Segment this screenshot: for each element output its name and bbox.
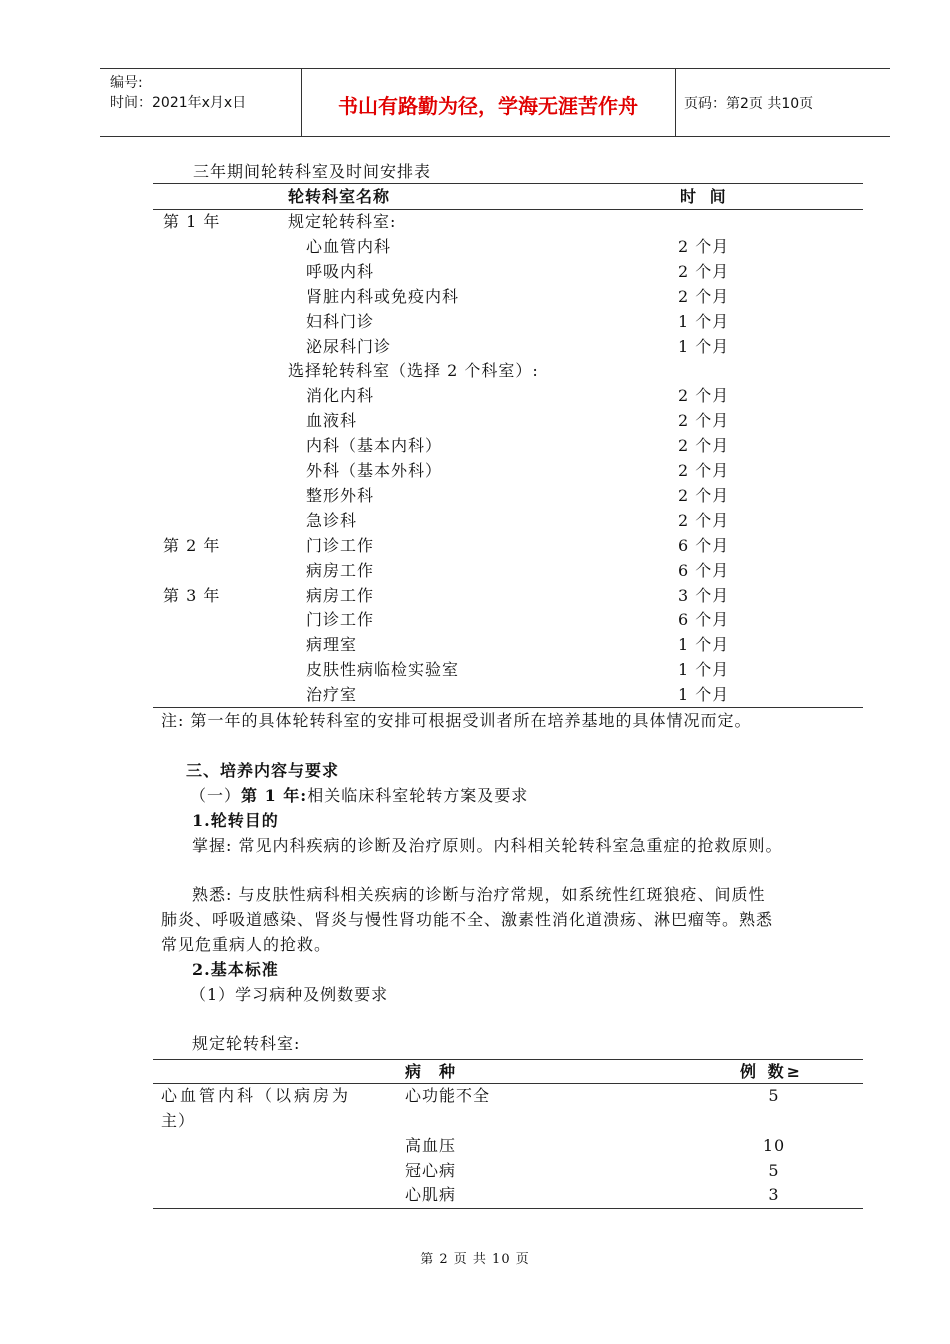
table2-count-cell: 3 (768, 1185, 780, 1204)
header-bottom-rule (100, 136, 890, 137)
table2-disease-cell: 冠心病 (405, 1161, 457, 1180)
heading-basic-standard: 2.基本标准 (192, 960, 279, 979)
paragraph-familiar-line3: 常见危重病人的抢救。 (161, 935, 332, 954)
header-top-rule (100, 68, 890, 69)
table1-dept-cell: 门诊工作 (306, 535, 375, 555)
table1-dept-cell: 妇科门诊 (306, 311, 375, 331)
table1-dept-cell: 泌尿科门诊 (306, 336, 392, 356)
table2-bottom-rule (153, 1208, 863, 1209)
table1-time-cell: 2 个月 (678, 485, 730, 505)
paragraph-master: 掌握: 常见内科疾病的诊断及治疗原则。内科相关轮转科室急重症的抢救原则。 (192, 836, 783, 855)
table2-header-rule (153, 1083, 863, 1084)
table1-year-cell: 第 3 年 (163, 585, 221, 605)
table1-dept-cell: 心血管内科 (306, 236, 392, 256)
table1-time-cell: 1 个月 (678, 660, 730, 680)
table1-dept-cell: 皮肤性病临检实验室 (306, 660, 460, 680)
table1-bottom-rule (153, 707, 863, 708)
table2-header-disease: 病 种 (405, 1062, 457, 1081)
table1-time-cell: 2 个月 (678, 436, 730, 456)
table1-dept-cell: 肾脏内科或免疫内科 (306, 286, 460, 306)
footer-page-number: 第 2 页 共 10 页 (420, 1252, 530, 1267)
paragraph-required-depts: 规定轮转科室: (192, 1034, 301, 1053)
table1-dept-cell: 外科（基本外科） (306, 461, 443, 480)
subsection-1-prefix: （一） (190, 786, 242, 805)
table2-disease-cell: 高血压 (405, 1136, 457, 1155)
table1-top-rule (153, 183, 863, 184)
paragraph-familiar-line1: 熟悉: 与皮肤性病科相关疾病的诊断与治疗常规，如系统性红斑狼疮、间质性 (192, 885, 766, 904)
table1-dept-cell: 呼吸内科 (306, 261, 375, 281)
table2-dept-line2: 主） (161, 1111, 196, 1130)
subsection-1-title: 相关临床科室轮转方案及要求 (307, 786, 529, 805)
table2-count-cell: 5 (768, 1086, 780, 1105)
table1-dept-cell: 内科（基本内科） (306, 436, 443, 456)
table2-count-cell: 5 (768, 1161, 780, 1180)
table2-count-cell: 10 (762, 1136, 786, 1155)
table1-time-cell: 6 个月 (678, 560, 730, 580)
table1-time-cell: 6 个月 (678, 535, 730, 555)
heading-rotation-purpose: 1.轮转目的 (192, 811, 279, 830)
table1-time-cell: 2 个月 (678, 286, 730, 306)
table1-caption: 三年期间轮转科室及时间安排表 (193, 162, 432, 181)
table1-time-cell: 1 个月 (678, 685, 730, 705)
table2-header-count: 例 数≥ (740, 1062, 803, 1081)
table1-dept-cell: 规定轮转科室: (288, 212, 397, 231)
table1-note: 注: 第一年的具体轮转科室的安排可根据受训者所在培养基地的具体情况而定。 (161, 711, 752, 730)
table1-time-cell: 1 个月 (678, 635, 730, 655)
table1-year-cell: 第 1 年 (163, 212, 221, 231)
motto: 书山有路勤为径，学海无涯苦作舟 (338, 94, 638, 118)
table1-dept-cell: 门诊工作 (306, 610, 375, 630)
table2-disease-cell: 心功能不全 (405, 1086, 491, 1105)
table1-dept-cell: 治疗室 (306, 685, 358, 705)
paragraph-disease-requirement: （1）学习病种及例数要求 (190, 985, 389, 1004)
subsection-1-heading (190, 785, 528, 807)
table1-year-cell: 第 2 年 (163, 535, 221, 555)
table1-dept-cell: 病房工作 (306, 560, 375, 580)
table1-time-cell: 2 个月 (678, 461, 730, 480)
header-divider-right (675, 68, 676, 136)
table1-dept-cell: 病房工作 (306, 585, 375, 605)
table1-time-cell: 2 个月 (678, 510, 730, 530)
table1-dept-cell: 急诊科 (306, 510, 358, 530)
table1-dept-cell: 整形外科 (306, 485, 375, 505)
table2-dept-line1: 心血管内科（以病房为 (161, 1086, 352, 1105)
table1-dept-cell: 血液科 (306, 411, 358, 431)
table2-disease-cell: 心肌病 (405, 1185, 457, 1204)
table1-header-rule (153, 209, 863, 210)
table1-time-cell: 2 个月 (678, 386, 730, 406)
table1-time-cell: 6 个月 (678, 610, 730, 630)
header-page-info: 页码：第2页 共10页 (684, 96, 814, 112)
table1-time-cell: 2 个月 (678, 261, 730, 281)
table1-time-cell: 2 个月 (678, 411, 730, 431)
table2-top-rule (153, 1059, 863, 1060)
table1-time-cell: 1 个月 (678, 336, 730, 356)
table1-time-cell: 1 个月 (678, 311, 730, 331)
section-heading: 三、培养内容与要求 (186, 761, 340, 780)
table1-dept-cell: 消化内科 (306, 386, 375, 406)
table1-time-cell: 2 个月 (678, 236, 730, 256)
table1-header-time: 时 间 (680, 187, 730, 206)
table1-dept-cell: 选择轮转科室（选择 2 个科室）: (288, 361, 539, 381)
date-label: 时间：2021年x月x日 (110, 95, 247, 111)
serial-label: 编号: (110, 75, 143, 91)
paragraph-familiar-line2: 肺炎、呼吸道感染、肾炎与慢性肾功能不全、激素性消化道溃疡、淋巴瘤等。熟悉 (161, 910, 774, 929)
table1-time-cell: 3 个月 (678, 585, 730, 605)
table1-dept-cell: 病理室 (306, 635, 358, 655)
table1-header-dept: 轮转科室名称 (288, 187, 391, 206)
subsection-1-year: 第 1 年: (241, 786, 308, 805)
